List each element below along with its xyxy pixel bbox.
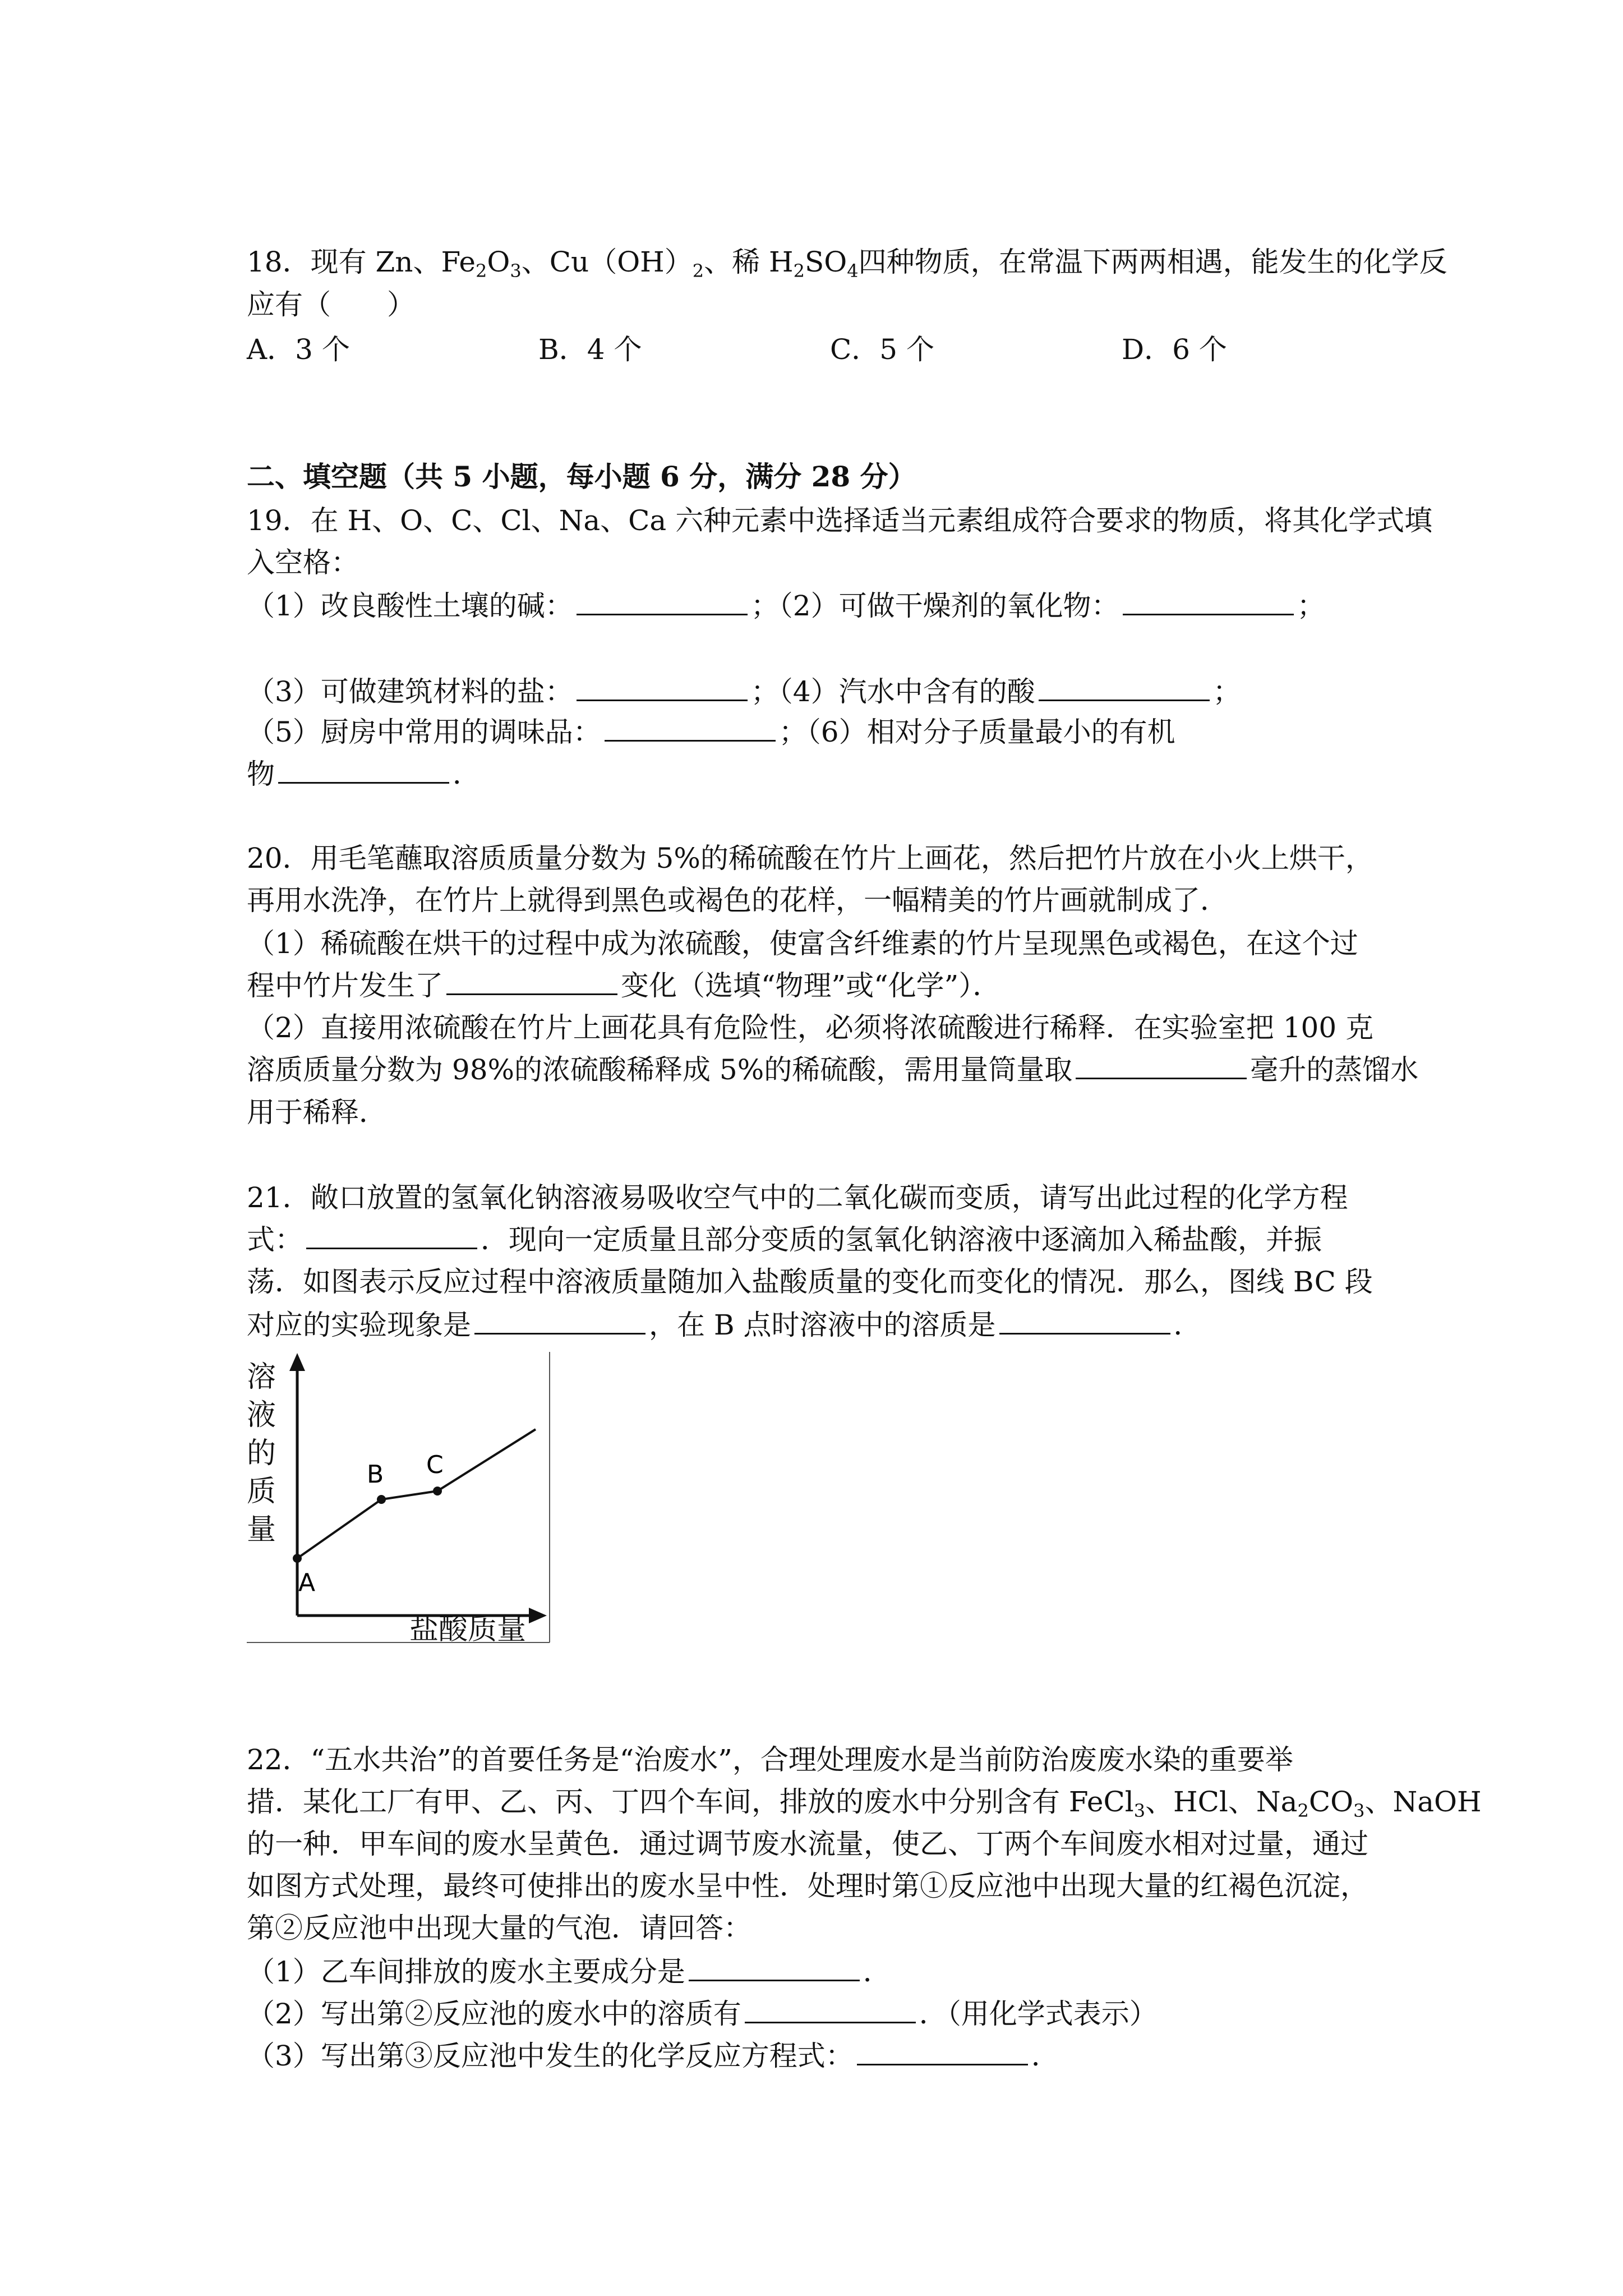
q19-part5: （5）厨房中常用的调味品： ；（6）相对分子质量最小的有机 <box>247 716 1175 748</box>
q20-line5: （2）直接用浓硫酸在竹片上画花具有危险性，必须将浓硫酸进行稀释．在实验室把 100 克 <box>247 1011 1374 1044</box>
section-heading: 二、填空题（共 5 小题，每小题 6 分，满分 28 分） <box>247 460 916 493</box>
answer-blank[interactable] <box>577 675 748 701</box>
answer-blank[interactable] <box>474 1308 645 1335</box>
ylabel-char: 质 <box>247 1475 276 1508</box>
solution-mass-graph <box>247 1352 561 1644</box>
q18-option-d: D．6 个 <box>1122 333 1227 366</box>
answer-blank[interactable] <box>605 715 776 742</box>
q20-line1: 20．用毛笔蘸取溶质质量分数为 5%的稀硫酸在竹片上画花，然后把竹片放在小火上烘干， <box>247 842 1373 875</box>
answer-blank[interactable] <box>278 757 449 784</box>
q19-line1: 19．在 H、O、C、Cl、Na、Ca 六种元素中选择适当元素组成符合要求的物质，将其化学式填 <box>247 504 1433 537</box>
y-axis-arrow <box>289 1353 305 1371</box>
x-axis-arrow <box>529 1608 547 1623</box>
answer-blank[interactable] <box>577 589 748 615</box>
q22-line5: 第②反应池中出现大量的气泡．请回答： <box>247 1912 751 1944</box>
q20-line4: 程中竹片发生了 变化（选填“物理”或“化学”）． <box>247 969 1001 1002</box>
graph-line <box>297 1429 536 1558</box>
q22-line3: 的一种．甲车间的废水呈黄色．通过调节废水流量，使乙、丁两个车间废水相对过量，通过 <box>247 1828 1368 1860</box>
ylabel-char: 量 <box>247 1513 276 1547</box>
ylabel-char: 的 <box>247 1437 276 1470</box>
answer-blank[interactable] <box>745 1997 916 2023</box>
q19-line2: 入空格： <box>247 546 359 579</box>
answer-blank[interactable] <box>689 1955 860 1981</box>
answer-blank[interactable] <box>857 2039 1028 2065</box>
x-axis-label: 盐酸质量 <box>409 1613 527 1644</box>
q19-part6: 物 ． <box>247 758 481 790</box>
answer-blank[interactable] <box>999 1308 1170 1335</box>
q22-line1: 22．“五水共治”的首要任务是“治废水”，合理处理废水是当前防治废废水染的重要举 <box>247 1743 1293 1776</box>
q18-option-b: B．4 个 <box>538 333 642 366</box>
q21-line1: 21．敞口放置的氢氧化钠溶液易吸收空气中的二氧化碳而变质，请写出此过程的化学方程 <box>247 1181 1348 1214</box>
q22-part2: （2）写出第②反应池的废水中的溶质有 ．（用化学式表示） <box>247 1998 1158 2030</box>
q18-line2: 应有（ ） <box>247 288 415 321</box>
graph-point-b <box>377 1495 386 1504</box>
answer-blank[interactable] <box>446 969 617 995</box>
q21-line2: 式： ．现向一定质量且部分变质的氢氧化钠溶液中逐滴加入稀盐酸，并振 <box>247 1223 1322 1256</box>
graph-point-c <box>433 1487 442 1496</box>
graph-point-label: B <box>367 1460 384 1489</box>
q19-part1: （1）改良酸性土壤的碱： ；（2）可做干燥剂的氧化物： ； <box>247 590 1325 622</box>
q22-part1: （1）乙车间排放的废水主要成分是 ． <box>247 1955 891 1988</box>
answer-blank[interactable] <box>1039 675 1210 701</box>
q18-line1: 18．现有 Zn、$Fe_2O_3$、$Cu(OH)_2$、稀 $H_2SO_4$四种物质，在常温下两两相遇，能发生的化学反 <box>247 246 1447 282</box>
graph-point-label: C <box>426 1451 444 1479</box>
ylabel-char: 溶 <box>247 1360 276 1394</box>
q20-line7: 用于稀释． <box>247 1096 387 1129</box>
answer-blank[interactable] <box>1076 1053 1247 1079</box>
q20-line2: 再用水洗净，在竹片上就得到黑色或褐色的花样，一幅精美的竹片画就制成了． <box>247 884 1228 917</box>
q22-part3: （3）写出第③反应池中发生的化学反应方程式： ． <box>247 2040 1059 2072</box>
q22-line4: 如图方式处理，最终可使排出的废水呈中性．处理时第①反应池中出现大量的红褐色沉淀， <box>247 1870 1368 1902</box>
q21-line3: 荡．如图表示反应过程中溶液质量随加入盐酸质量的变化而变化的情况．那么，图线 BC 段 <box>247 1266 1373 1298</box>
answer-blank[interactable] <box>1123 589 1294 615</box>
q20-line6: 溶质质量分数为 98%的浓硫酸稀释成 5%的稀硫酸，需用量筒量取 毫升的蒸馏水 <box>247 1053 1419 1086</box>
q18-option-a: A．3 个 <box>247 333 350 366</box>
q19-part3: （3）可做建筑材料的盐： ；（4）汽水中含有的酸 ； <box>247 675 1241 708</box>
q20-line3: （1）稀硫酸在烘干的过程中成为浓硫酸，使富含纤维素的竹片呈现黑色或褐色，在这个过 <box>247 927 1358 960</box>
ylabel-char: 液 <box>247 1398 276 1432</box>
graph-point-label: A <box>298 1568 316 1597</box>
q18-option-c: C．5 个 <box>830 333 934 366</box>
graph-point-a <box>293 1554 302 1563</box>
q22-line2: 措．某化工厂有甲、乙、丙、丁四个车间，排放的废水中分别含有 FeCl$_3$、HCl、$Na_2CO_3$、NaOH <box>247 1786 1482 1821</box>
q21-line4: 对应的实验现象是 ，在 B 点时溶液中的溶质是 ． <box>247 1309 1202 1341</box>
answer-blank[interactable] <box>306 1223 477 1249</box>
